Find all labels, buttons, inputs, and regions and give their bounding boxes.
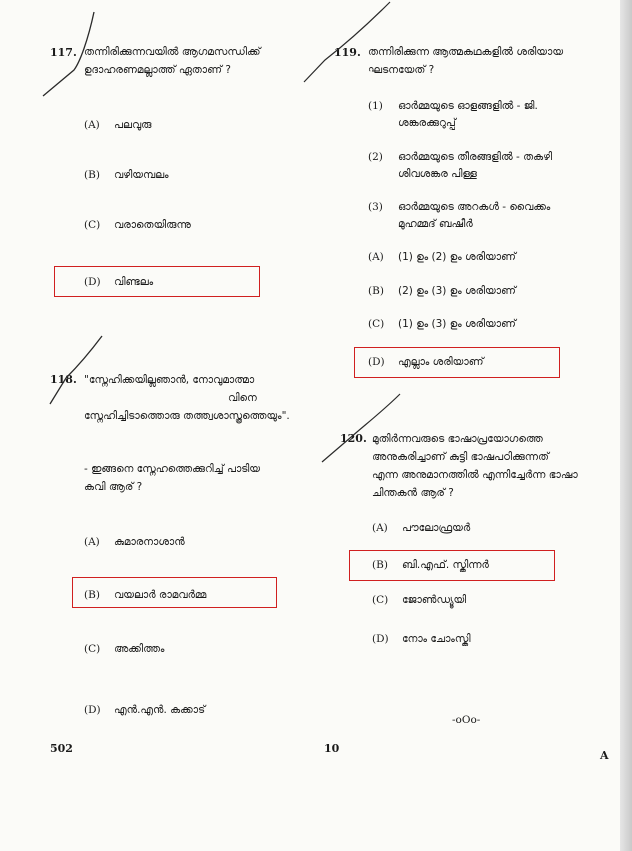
q119-option-a: (A) (1) ഉം (2) ഉം ശരിയാണ്	[368, 251, 516, 263]
page-edge-shadow	[620, 0, 632, 851]
q119-statement-2-line2: ശിവശങ്കര പിള്ള	[398, 168, 477, 180]
q118-quote-line3: സ്നേഹിച്ചിടാത്തൊരു തത്ത്വശാസ്ത്രത്തെയും".	[84, 410, 290, 422]
q117-text-line1: തന്നിരിക്കുന്നവയിൽ ആഗമസന്ധിക്ക്	[84, 46, 261, 58]
q120-text-line4: ചിന്തകൻ ആര് ?	[372, 487, 454, 499]
q119-statement-3-line2: മുഹമ്മദ് ബഷീർ	[398, 218, 473, 230]
q118-option-d: (D) എൻ.എൻ. കക്കാട്	[84, 704, 206, 716]
q120-number: 120.	[340, 432, 367, 445]
q119-statement-3: (3) ഓർമ്മയുടെ അറകൾ - വൈക്കം	[368, 201, 551, 213]
q117-option-c: (C) വരാതെയിരുന്നു	[84, 219, 191, 231]
q119-option-d: (D) എല്ലാം ശരിയാണ്	[368, 356, 484, 368]
footer-page-number: 10	[324, 742, 340, 755]
q119-statement-2: (2) ഓർമ്മയുടെ തീരങ്ങളിൽ - തകഴി	[368, 151, 553, 163]
q117-option-b: (B) വഴിയമ്പലം	[84, 169, 169, 181]
q117-option-a: (A) പലവുരു	[84, 119, 152, 131]
q120-option-d: (D) നോം ചോംസ്കി	[372, 633, 471, 645]
q120-text-line3: എന്ന അനുമാനത്തിൽ എന്നിച്ചേർന്ന ഭാഷാ	[372, 469, 578, 481]
q118-option-c: (C) അക്കിത്തം	[84, 643, 165, 655]
q117-number: 117.	[50, 46, 77, 59]
q118-option-b: (B) വയലാർ രാമവർമ്മ	[84, 589, 207, 601]
footer-paper-code: 502	[50, 742, 73, 755]
q118-option-a: (A) കുമാരനാശാൻ	[84, 536, 185, 548]
q119-text-line1: തന്നിരിക്കുന്ന ആത്മകഥകളിൽ ശരിയായ	[368, 46, 564, 58]
end-mark: -oOo-	[452, 714, 481, 726]
q119-option-b: (B) (2) ഉം (3) ഉം ശരിയാണ്	[368, 285, 516, 297]
q120-option-c: (C) ജോൺഡ്യൂയി	[372, 594, 467, 606]
q118-text-line2: കവി ആര് ?	[84, 481, 143, 493]
q118-quote-line1: "സ്നേഹിക്കയില്ലഞാൻ, നോവുമാത്മാ	[84, 374, 255, 386]
q120-option-b: (B) ബി.എഫ്. സ്കിന്നർ	[372, 559, 489, 571]
q120-text-line1: മുതിർന്നവരുടെ ഭാഷാപ്രയോഗത്തെ	[372, 433, 543, 445]
q119-statement-1: (1) ഓർമ്മയുടെ ഓളങ്ങളിൽ - ജി.	[368, 100, 538, 112]
footer-series-letter: A	[600, 749, 609, 762]
q120-text-line2: അനുകരിച്ചാണ് കുട്ടി ഭാഷപഠിക്കുന്നത്	[372, 451, 549, 463]
q120-option-a: (A) പൗലോഫ്രയർ	[372, 522, 471, 534]
q119-option-c: (C) (1) ഉം (3) ഉം ശരിയാണ്	[368, 318, 516, 330]
q119-text-line2: ഘടനയേത് ?	[368, 64, 435, 76]
q119-number: 119.	[334, 46, 361, 59]
q118-text-line1: - ഇങ്ങനെ സ്നേഹത്തെക്കുറിച്ച് പാടിയ	[84, 463, 261, 475]
q119-statement-1-line2: ശങ്കരക്കുറുപ്പ്	[398, 117, 456, 129]
q117-text-line2: ഉദാഹരണമല്ലാത്ത് ഏതാണ് ?	[84, 64, 231, 76]
q118-number: 118.	[50, 373, 77, 386]
q118-quote-line2: വിനെ	[228, 392, 257, 404]
q117-option-d: (D) വിണ്ടലം	[84, 276, 154, 288]
